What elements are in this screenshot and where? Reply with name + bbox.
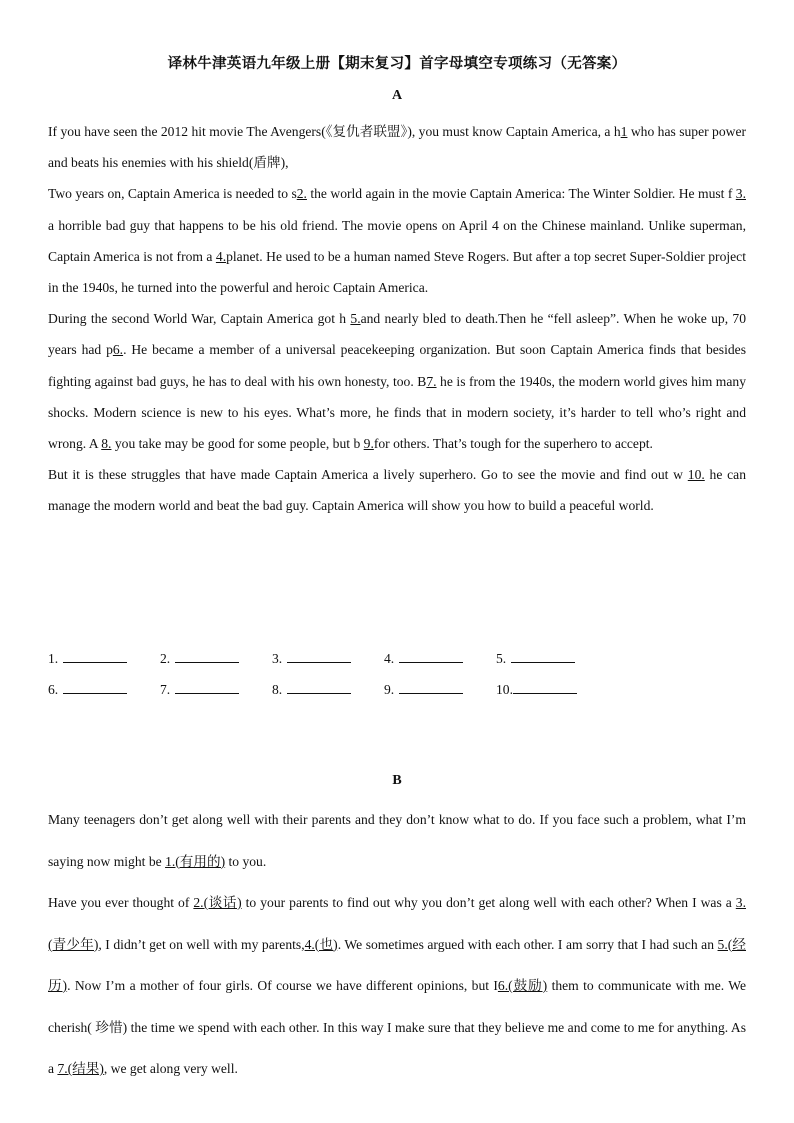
answer-blank[interactable]	[384, 679, 463, 698]
passage-text: Two years on, Captain America is needed to s	[48, 186, 297, 202]
answer-blank-label: 10.	[496, 682, 513, 697]
passage-text: Many teenagers don’t get along well with their parents and they don’t know what to do. If you face such a problem, what I’m saying now might be	[48, 812, 746, 869]
answer-line[interactable]	[287, 648, 351, 663]
passage-text: you take may be good for some people, but b	[111, 436, 364, 452]
blank-number: 6.	[112, 342, 124, 358]
section-a-heading: A	[391, 88, 403, 103]
passage-text: planet. He used to be a human named Steve Rogers. But after a top secret Super-Soldier project in the 1940s, he turned into the powerful and heroic Captain America.	[48, 248, 746, 296]
blank-number: 5.	[350, 311, 361, 327]
answer-line[interactable]	[175, 648, 239, 663]
answer-blank-label: 2.	[160, 651, 171, 666]
blank-number: 4.	[215, 248, 227, 264]
answer-line[interactable]	[287, 679, 351, 694]
passage-text: and nearly bled to death.Then he “fell asleep”. When he woke up, 70 years had p	[48, 311, 746, 358]
passage-text: he is from the 1940s, the modern world gives him many shocks. Modern science is new to his eyes. What’s more, he finds that in modern society, it’s harder to tell who’s right and wrong. A	[48, 373, 746, 452]
section-a-passage	[48, 116, 746, 522]
blank-number: 5.(经历)	[48, 936, 746, 993]
answer-blank[interactable]	[496, 679, 577, 698]
answer-line[interactable]	[513, 679, 577, 694]
passage-text: the world again in the movie Captain America: The Winter Soldier. He must f	[306, 186, 736, 202]
answer-line[interactable]	[399, 679, 463, 694]
answer-blank[interactable]	[384, 648, 463, 667]
answer-blank[interactable]	[496, 648, 575, 667]
blank-number: 8.	[101, 436, 112, 452]
section-b-passage	[48, 799, 746, 1090]
blank-number: 4.(也)	[304, 936, 338, 952]
passage-text: . We sometimes argued with each other. I am sorry that I had such an	[337, 936, 718, 952]
page-title: 译林牛津英语九年级上册【期末复习】首字母填空专项练习（无答案）	[167, 56, 627, 72]
blank-number: 3.	[735, 186, 746, 202]
passage-text: who has super power and beats his enemies with his shield(盾牌),	[48, 124, 747, 171]
blank-number: 3.(青少年)	[48, 895, 746, 952]
answer-blank-label: 4.	[384, 651, 395, 666]
section-b-paragraph	[48, 799, 746, 882]
passage-text: them to communicate with me. We cherish( 珍惜) the time we spend with each other. In this way I make sure that they believe me and come to me for anything. As a	[48, 978, 747, 1076]
answer-line[interactable]	[63, 648, 127, 663]
answer-blank-label: 5.	[496, 651, 507, 666]
passage-text: During the second World War, Captain America got h	[48, 311, 351, 327]
passage-text: . He became a member of a universal peacekeeping organization. But soon Captain America finds that besides fighting against bad guys, he has to deal with his own honesty, too. B	[48, 342, 746, 389]
passage-text: , I didn’t get on well with my parents,	[98, 936, 305, 952]
blank-number: 2.	[296, 186, 307, 202]
blank-number: 6.(鼓励)	[497, 978, 548, 993]
section-b-paragraph	[48, 882, 746, 1090]
answer-blank-label: 8.	[272, 682, 283, 697]
answer-blank-label: 1.	[48, 651, 59, 666]
passage-text: But it is these struggles that have made Captain America a lively superhero. Go to see the movie and find out w	[48, 467, 688, 483]
answer-blank[interactable]	[48, 648, 127, 667]
blank-number: 1	[620, 124, 628, 139]
answer-blank-label: 9.	[384, 682, 395, 697]
blank-number: 9.	[363, 436, 374, 452]
answer-blank[interactable]	[48, 679, 127, 698]
answer-line[interactable]	[399, 648, 463, 663]
answer-blank[interactable]	[160, 648, 239, 667]
section-a-paragraph	[48, 116, 746, 178]
blank-number: 1.(有用的)	[165, 853, 226, 869]
passage-text: a horrible bad guy that happens to be his old friend. The movie opens on April 4 on the Chinese mainland. Unlike superman, Captain America is not from a	[48, 217, 746, 264]
blank-number: 2.(谈话)	[193, 895, 242, 910]
passage-text: he can manage the modern world and beat the bad guy. Captain America will show you how to build a peaceful world.	[48, 467, 746, 514]
answer-line[interactable]	[175, 679, 239, 694]
answer-blank[interactable]	[160, 679, 239, 698]
section-a-paragraph	[48, 459, 746, 521]
blank-number: 10.	[687, 467, 705, 483]
answer-line[interactable]	[511, 648, 575, 663]
passage-text: . Now I’m a mother of four girls. Of course we have different opinions, but I	[67, 978, 498, 993]
section-a-paragraph	[48, 178, 746, 303]
answer-blank-label: 3.	[272, 651, 283, 666]
passage-text: for others. That’s tough for the superhero to accept.	[373, 436, 653, 452]
answer-blank[interactable]	[272, 648, 351, 667]
passage-text: Have you ever thought of	[48, 895, 194, 910]
answer-blank-label: 6.	[48, 682, 59, 697]
passage-text: , we get along very well.	[103, 1061, 238, 1076]
passage-text: If you have seen the 2012 hit movie The Avengers(《复仇者联盟》), you must know Captain America, a h	[48, 124, 621, 139]
answer-blank-label: 7.	[160, 682, 171, 697]
section-b-heading: B	[392, 773, 402, 788]
answer-line[interactable]	[63, 679, 127, 694]
blank-number: 7.(结果)	[57, 1061, 104, 1076]
section-a-paragraph	[48, 303, 746, 459]
answer-blank[interactable]	[272, 679, 351, 698]
passage-text: to your parents to find out why you don’t get along well with each other? When I was a	[241, 895, 736, 910]
blank-number: 7.	[426, 373, 437, 389]
passage-text: to you.	[225, 853, 267, 869]
